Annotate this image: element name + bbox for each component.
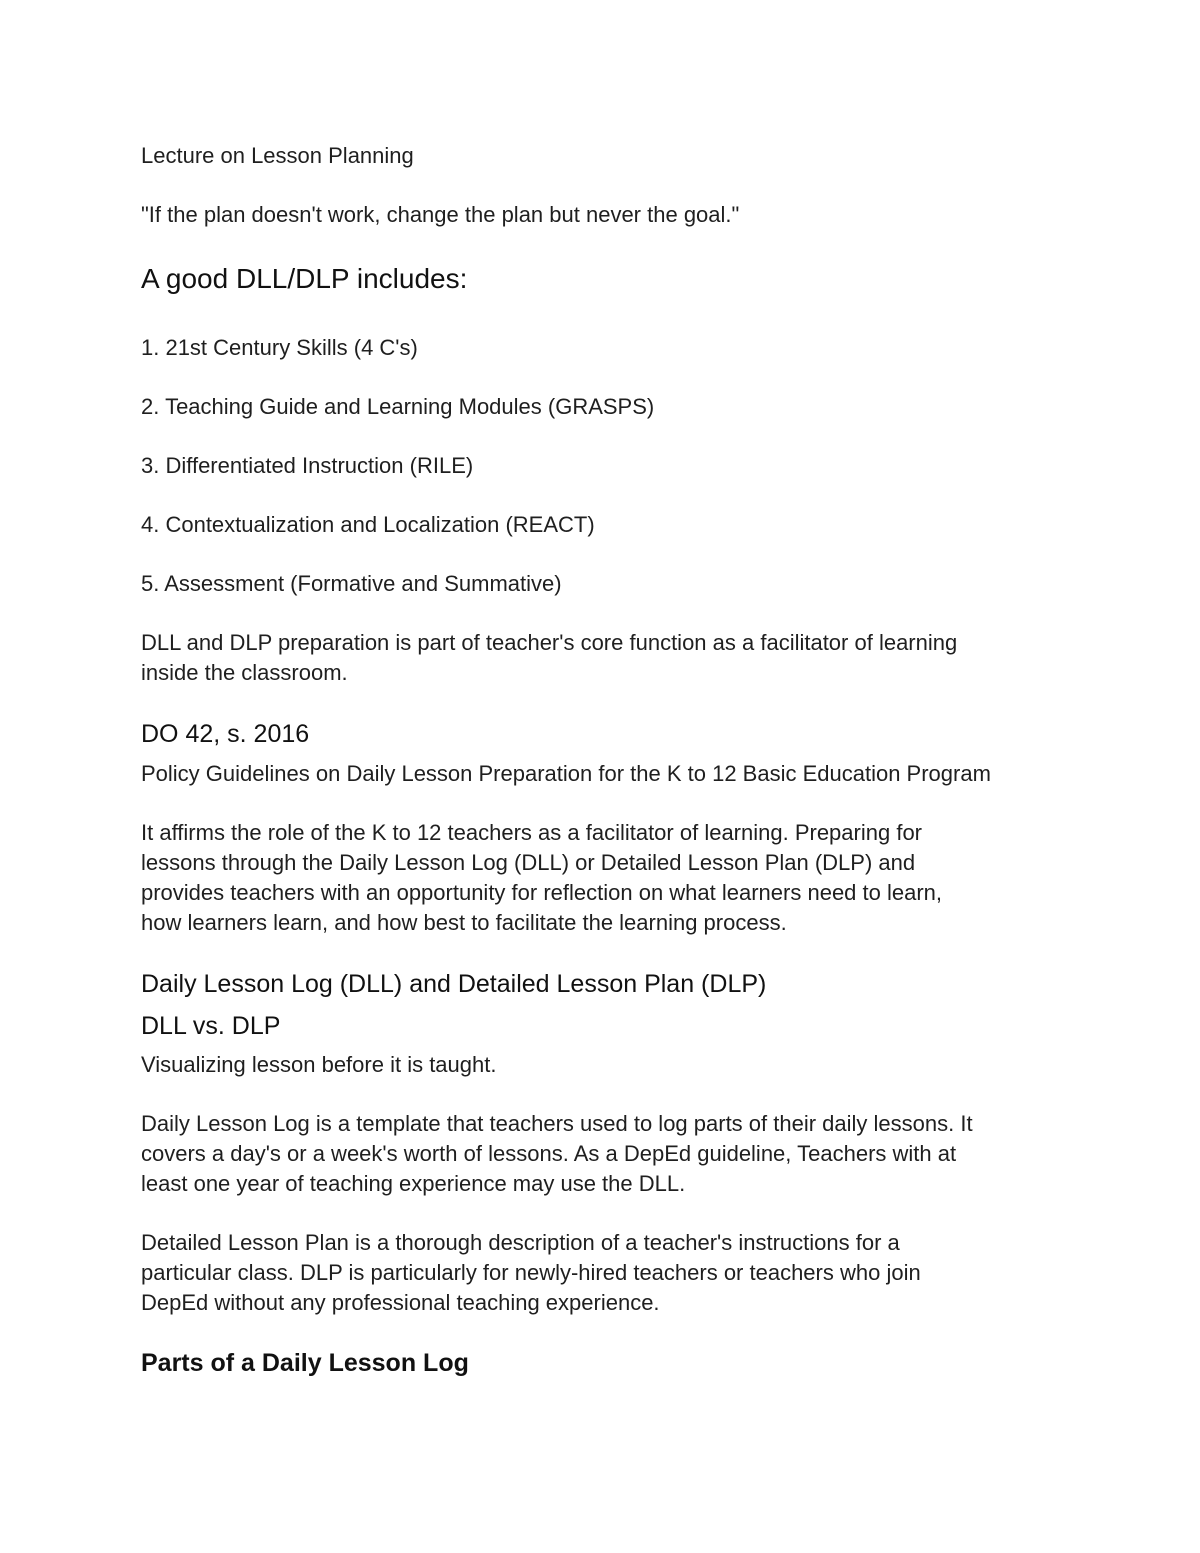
quote-line: "If the plan doesn't work, change the plan but never the goal." bbox=[141, 202, 740, 227]
paragraph-line: inside the classroom. bbox=[141, 660, 348, 685]
paragraph-line: least one year of teaching experience may use the DLL. bbox=[141, 1171, 686, 1196]
good-dll-heading: A good DLL/DLP includes: bbox=[141, 263, 468, 294]
paragraph-line: It affirms the role of the K to 12 teachers as a facilitator of learning. Preparing for bbox=[141, 820, 922, 845]
vs-heading: DLL vs. DLP bbox=[141, 1012, 281, 1040]
list-item: 4. Contextualization and Localization (REACT) bbox=[141, 512, 595, 537]
list-item: 1. 21st Century Skills (4 C's) bbox=[141, 335, 418, 360]
list-item: 3. Differentiated Instruction (RILE) bbox=[141, 453, 474, 478]
paragraph-line: DepEd without any professional teaching experience. bbox=[141, 1290, 660, 1315]
paragraph-line: DLL and DLP preparation is part of teacher's core function as a facilitator of learning bbox=[141, 630, 958, 655]
affirms-paragraph bbox=[141, 818, 942, 938]
do-heading: DO 42, s. 2016 bbox=[141, 720, 310, 748]
paragraph-line: particular class. DLP is particularly for newly-hired teachers or teachers who join bbox=[141, 1260, 921, 1285]
paragraph-line: lessons through the Daily Lesson Log (DLL) or Detailed Lesson Plan (DLP) and bbox=[141, 850, 916, 875]
core-function-paragraph bbox=[141, 628, 957, 688]
paragraph-line: provides teachers with an opportunity for reflection on what learners need to learn, bbox=[141, 880, 943, 905]
policy-line: Policy Guidelines on Daily Lesson Preparation for the K to 12 Basic Education Program bbox=[141, 761, 991, 786]
paragraph-line: Daily Lesson Log is a template that teachers used to log parts of their daily lessons. It bbox=[141, 1111, 973, 1136]
parts-heading: Parts of a Daily Lesson Log bbox=[141, 1349, 469, 1377]
dlp-definition-paragraph bbox=[141, 1228, 921, 1318]
paragraph-line: Detailed Lesson Plan is a thorough description of a teacher's instructions for a bbox=[141, 1230, 900, 1255]
paragraph-line: covers a day's or a week's worth of lessons. As a DepEd guideline, Teachers with at bbox=[141, 1141, 957, 1166]
dll-dlp-heading: Daily Lesson Log (DLL) and Detailed Lesson Plan (DLP) bbox=[141, 970, 767, 998]
paragraph-line: how learners learn, and how best to facilitate the learning process. bbox=[141, 910, 787, 935]
list-item: 2. Teaching Guide and Learning Modules (GRASPS) bbox=[141, 394, 655, 419]
list-item: 5. Assessment (Formative and Summative) bbox=[141, 571, 562, 596]
visualizing-line: Visualizing lesson before it is taught. bbox=[141, 1052, 497, 1077]
document-title: Lecture on Lesson Planning bbox=[141, 143, 414, 168]
dll-definition-paragraph bbox=[141, 1109, 973, 1199]
